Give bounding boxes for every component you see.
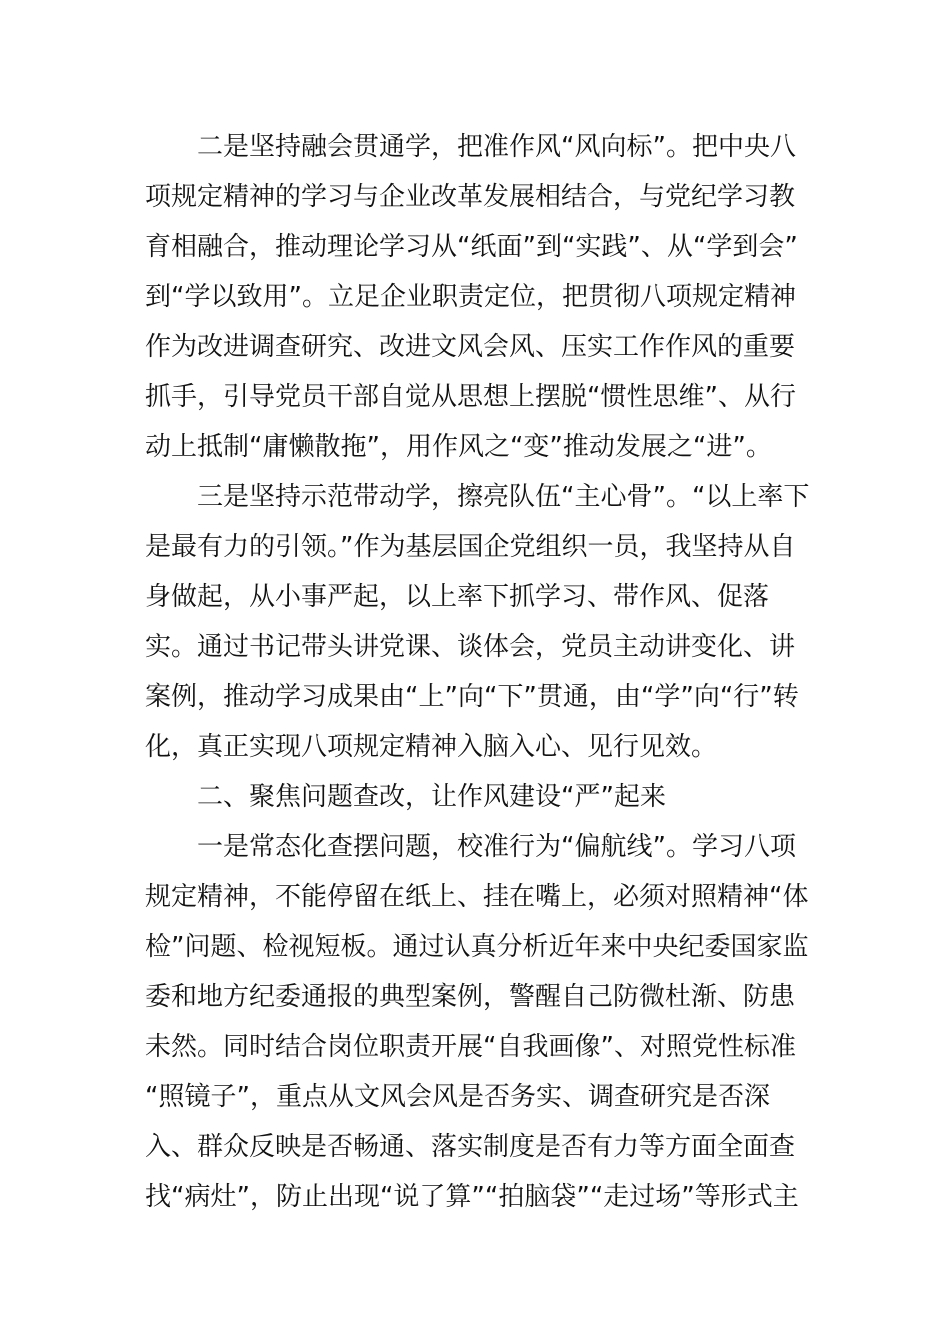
paragraph-line: 是最有力的引领。”作为基层国企党组织一员，我坚持从自 [145,532,796,562]
paragraph-line: 身做起，从小事严起，以上率下抓学习、带作风、促落 [145,582,770,612]
paragraph-line: 作为改进调查研究、改进文风会风、压实工作作风的重要 [145,332,796,362]
paragraph-line: “照镜子”，重点从文风会风是否务实、调查研究是否深 [145,1082,770,1112]
paragraph-line: 三是坚持示范带动学，擦亮队伍“主心骨”。“以上率下 [197,482,810,512]
paragraph-line: 未然。同时结合岗位职责开展“自我画像”、对照党性标准 [145,1032,796,1062]
paragraph-line: 二是坚持融会贯通学，把准作风“风向标”。把中央八 [197,132,796,162]
paragraph-line: 找“病灶”，防止出现“说了算”“拍脑袋”“走过场”等形式主 [145,1182,799,1212]
paragraph-line: 委和地方纪委通报的典型案例，警醒自己防微杜渐、防患 [145,982,796,1012]
paragraph-line: 一是常态化查摆问题，校准行为“偏航线”。学习八项 [197,832,796,862]
paragraph-line: 动上抵制“庸懒散拖”，用作风之“变”推动发展之“进”。 [145,432,772,462]
paragraph-line: 育相融合，推动理论学习从“纸面”到“实践”、从“学到会” [145,232,798,262]
section-heading: 二、聚焦问题查改，让作风建设“严”起来 [197,782,666,812]
paragraph-line: 到“学以致用”。立足企业职责定位，把贯彻八项规定精神 [145,282,796,312]
paragraph-line: 入、群众反映是否畅通、落实制度是否有力等方面全面查 [145,1132,796,1162]
document-body [145,122,810,1222]
paragraph-line: 化，真正实现八项规定精神入脑入心、见行见效。 [145,732,718,762]
paragraph-line: 案例，推动学习成果由“上”向“下”贯通，由“学”向“行”转 [145,682,799,712]
paragraph-line: 抓手，引导党员干部自觉从思想上摆脱“惯性思维”、从行 [145,382,796,412]
paragraph-line: 规定精神，不能停留在纸上、挂在嘴上，必须对照精神“体 [145,882,809,912]
paragraph-line: 检”问题、检视短板。通过认真分析近年来中央纪委国家监 [145,932,809,962]
paragraph-line: 实。通过书记带头讲党课、谈体会，党员主动讲变化、讲 [145,632,796,662]
paragraph-line: 项规定精神的学习与企业改革发展相结合，与党纪学习教 [145,182,796,212]
